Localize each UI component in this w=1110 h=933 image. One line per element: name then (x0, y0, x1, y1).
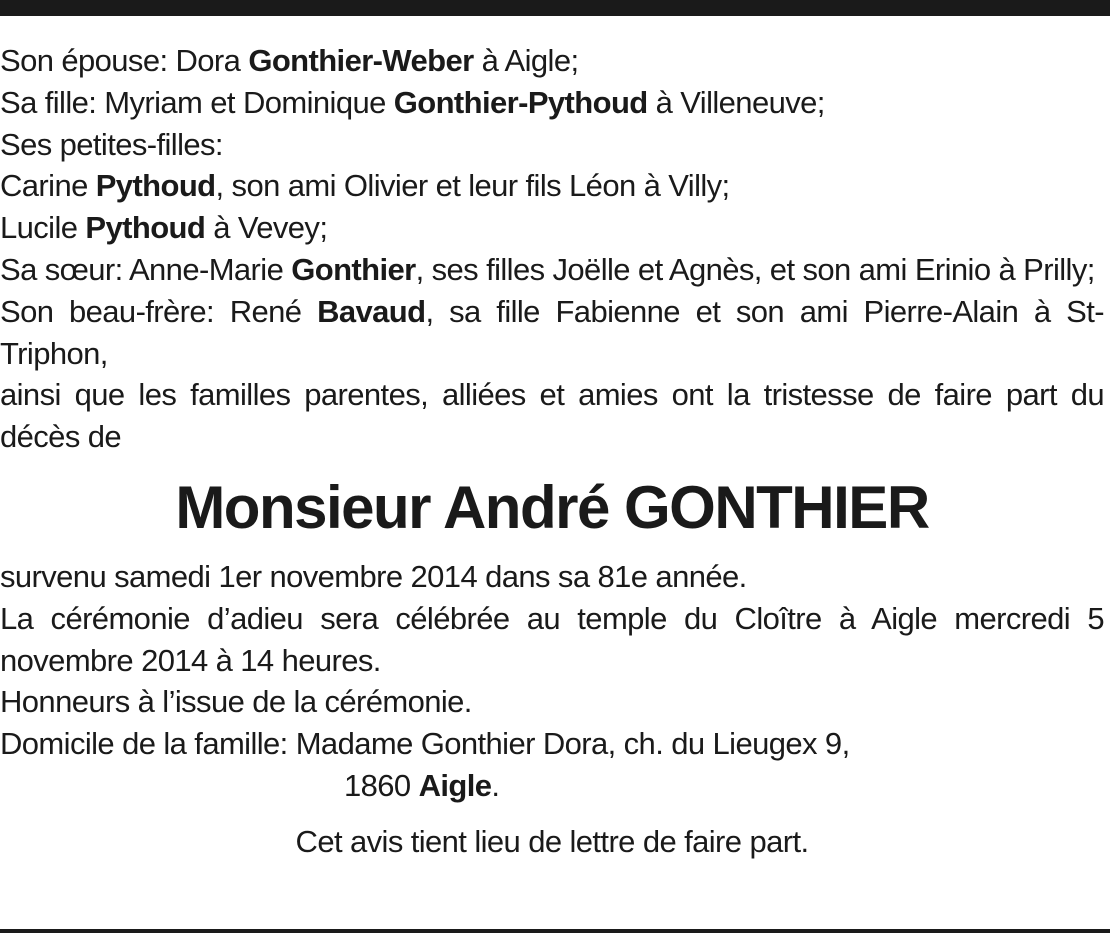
town: Aigle (418, 767, 492, 803)
family-line-relatives: ainsi que les familles parentes, alliées et amies ont la tristesse de faire part du décès de (0, 377, 1104, 455)
detail-postal-town: 1860 Aigle. (344, 767, 500, 803)
family-line-carine: Carine Pythoud, son ami Olivier et leur fils Léon à Villy; (0, 168, 730, 204)
detail-ceremony: La cérémonie d’adieu sera célébrée au temple du Cloître à Aigle mercredi 5 novembre 2014 à 14 heures. (0, 600, 1104, 678)
family-line-spouse: Son épouse: Dora Gonthier-Weber à Aigle; (0, 43, 579, 78)
surname: Bavaud (317, 293, 426, 329)
death-notice (0, 40, 1104, 863)
surname: Gonthier (291, 251, 416, 287)
top-rule (0, 0, 1110, 16)
deceased-name: Monsieur André GONTHIER (175, 473, 929, 541)
bottom-rule (0, 929, 1110, 933)
surname: Gonthier-Weber (248, 43, 474, 78)
family-line-granddaughters: Ses petites-filles: (0, 126, 223, 162)
detail-family-address: Domicile de la famille: Madame Gonthier Dora, ch. du Lieugex 9, (0, 726, 850, 762)
surname: Pythoud (95, 168, 216, 204)
surname: Gonthier-Pythoud (393, 84, 648, 120)
surname: Pythoud (85, 210, 206, 246)
family-line-lucile: Lucile Pythoud à Vevey; (0, 210, 328, 246)
family-line-sister: Sa sœur: Anne-Marie Gonthier, ses filles Joëlle et Agnès, et son ami Erinio à Prilly; (0, 251, 1095, 287)
family-line-brother-in-law: Son beau-frère: René Bavaud, sa fille Fabienne et son ami Pierre-Alain à St-Triphon, (0, 293, 1104, 371)
detail-date-of-death: survenu samedi 1er novembre 2014 dans sa 81e année. (0, 558, 747, 594)
detail-honours: Honneurs à l’issue de la cérémonie. (0, 684, 472, 720)
family-line-daughter: Sa fille: Myriam et Dominique Gonthier-Pythoud à Villeneuve; (0, 84, 825, 120)
closing-note: Cet avis tient lieu de lettre de faire part. (295, 823, 809, 859)
